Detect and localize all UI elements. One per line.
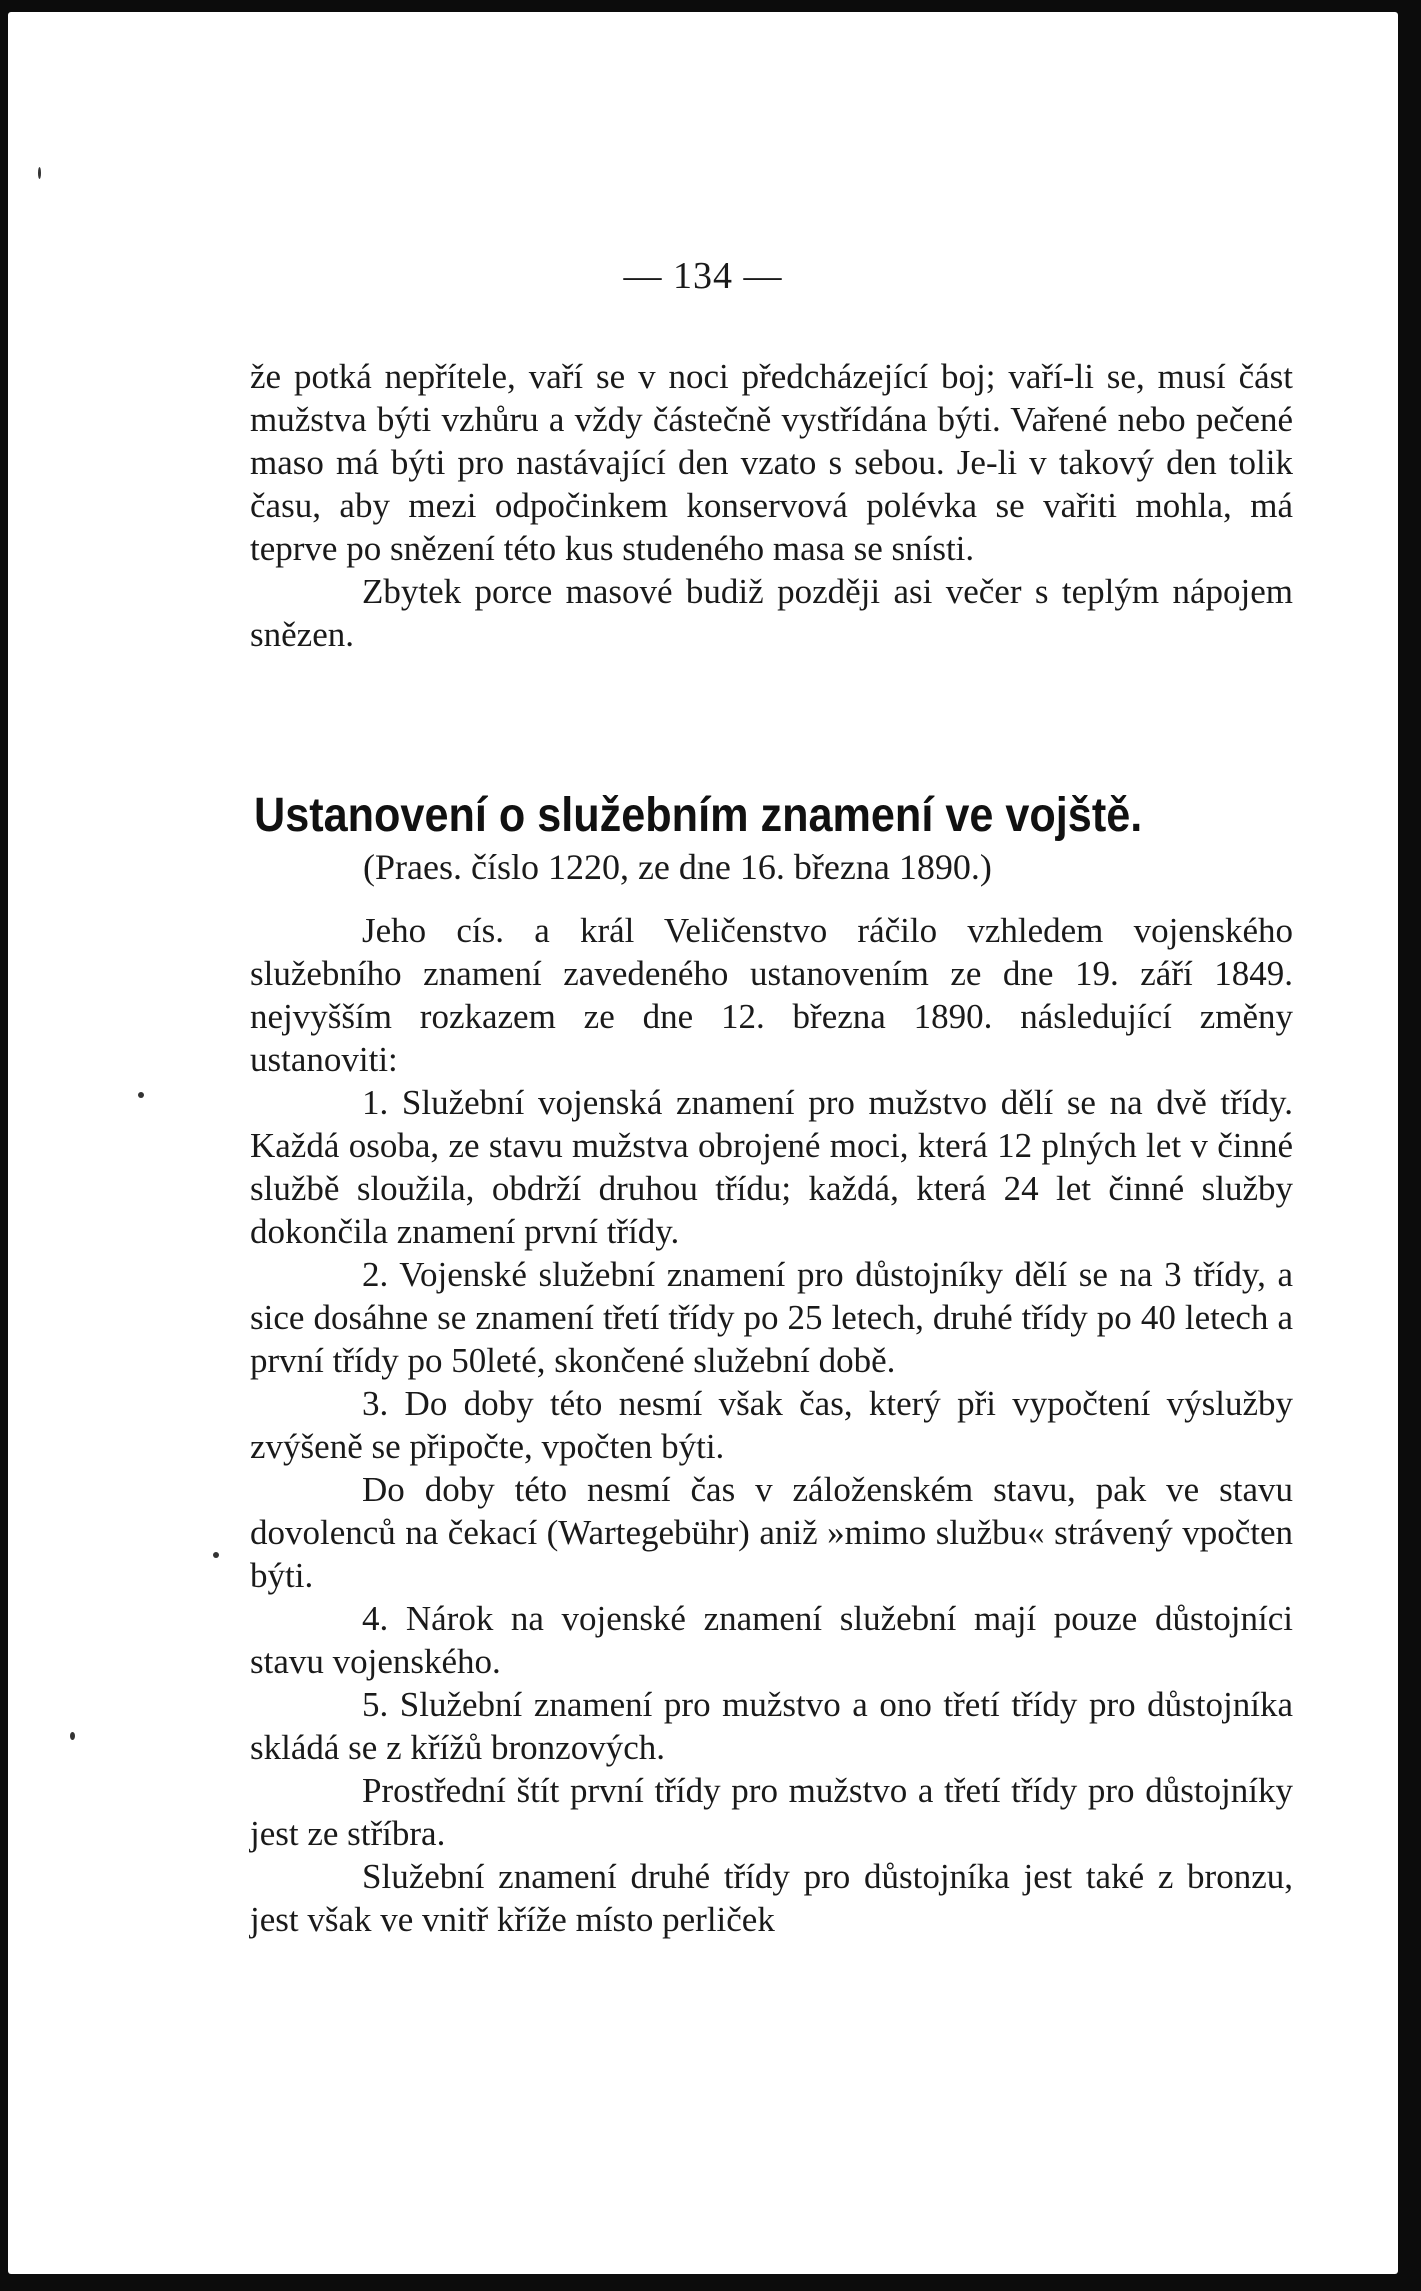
page-number: — 134 — [623,255,783,297]
paragraph: Služební znamení druhé třídy pro důstojníka jest také z bronzu, jest však ve vnitř kříže místo perliček [250,1857,1293,1939]
print-speck [138,1092,144,1098]
paragraph: Prostřední štít první třídy pro mužstvo a třetí třídy pro důstojníky jest ze stříbra. [250,1771,1293,1853]
paragraph: Do doby této nesmí čas v záloženském stavu, pak ve stavu dovolenců na čekací (Wartegebühr) aniž »mimo službu« strávený vpočten býti. [250,1470,1293,1595]
paragraph: Zbytek porce masové budiž později asi večer s teplým nápojem snězen. [250,572,1293,654]
print-speck [38,167,41,179]
intro-text [250,355,1293,656]
book-page [8,12,1398,2274]
paragraph: 2. Vojenské služební znamení pro důstojníky dělí se na 3 třídy, a sice dosáhne se znamení třetí třídy po 25 letech, druhé třídy po 40 letech a první třídy po 50leté, skončené služební době. [250,1255,1293,1380]
section-subheading: (Praes. číslo 1220, ze dne 16. března 1890.) [363,847,992,887]
paragraph: 1. Služební vojenská znamení pro mužstvo dělí se na dvě třídy. Každá osoba, ze stavu mužstva obrojené moci, která 12 plných let v činné službě sloužila, obdrží druhou třídu; každá, která 24 let činné služby dokončila znamení první třídy. [250,1083,1293,1251]
body-text [250,909,1293,1941]
section-heading: Ustanovení o služebním znamení ve vojště. [254,789,1143,842]
print-speck [213,1552,219,1558]
paragraph: Jeho cís. a král Veličenstvo ráčilo vzhledem vojenského služebního znamení zavedeného ustanovením ze dne 19. září 1849. nejvyšším rozkazem ze dne 12. března 1890. následující změny ustanoviti: [250,911,1293,1079]
paragraph: 5. Služební znamení pro mužstvo a ono třetí třídy pro důstojníka skládá se z křížů bronzových. [250,1685,1293,1767]
paragraph: 4. Nárok na vojenské znamení služební mají pouze důstojníci stavu vojenského. [250,1599,1293,1681]
paragraph: 3. Do doby této nesmí však čas, který při vypočtení výslužby zvýšeně se připočte, vpočten býti. [250,1384,1293,1466]
print-speck [70,1732,75,1740]
paragraph: že potká nepřítele, vaří se v noci předcházející boj; vaří-li se, musí část mužstva býti vzhůru a vždy částečně vystřídána býti. Vařené nebo pečené maso má býti pro nastávající den vzato s sebou. Je-li v takový den tolik času, aby mezi odpočinkem konservová polévka se vařiti mohla, má teprve po snězení této kus studeného masa se snísti. [250,357,1293,568]
